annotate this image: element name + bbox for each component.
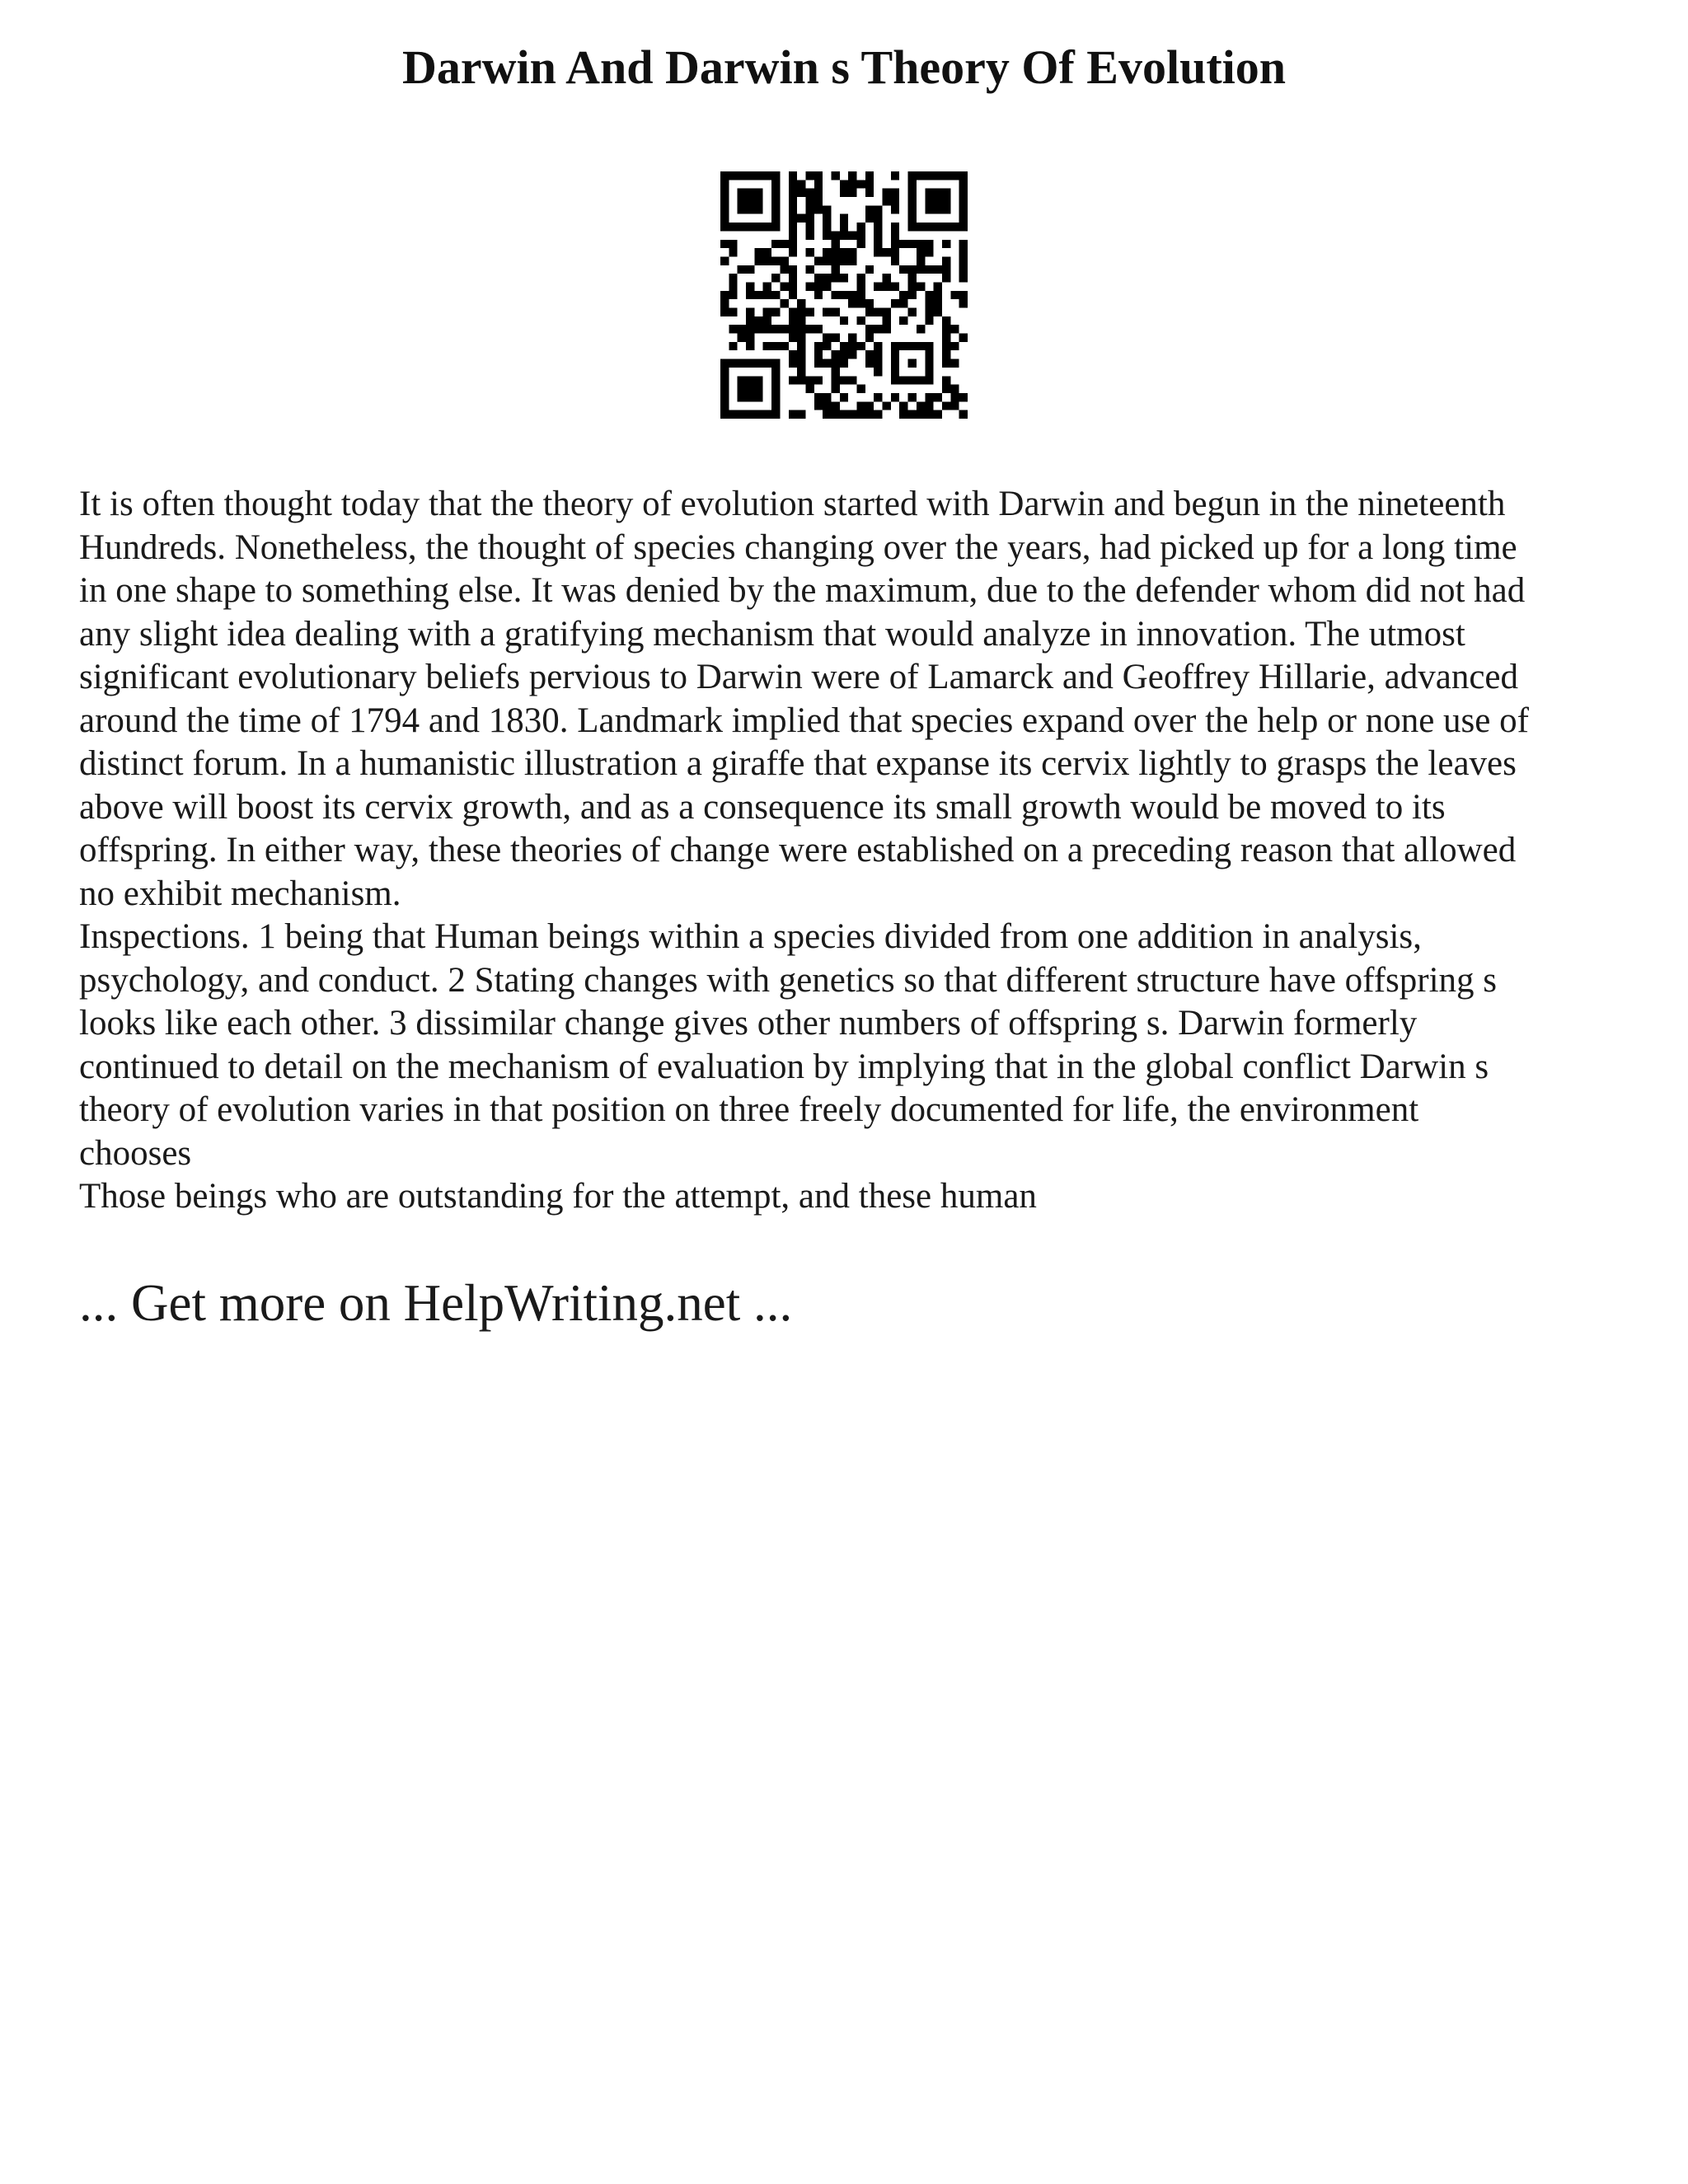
text-line: It is often thought today that the theory of evolution started with Darwin and begun in the nineteenth <box>79 485 1506 523</box>
paragraph-1 <box>79 483 1629 916</box>
qr-code-icon <box>720 171 968 419</box>
text-line: psychology, and conduct. 2 Stating changes with genetics so that different structure have offspring s <box>79 960 1497 1000</box>
document-title: Darwin And Darwin s Theory Of Evolution <box>401 40 1287 94</box>
text-line: offspring. In either way, these theories of change were established on a preceding reason that allowed <box>79 831 1517 869</box>
text-line: Inspections. 1 being that Human beings within a species divided from one addition in analysis, <box>79 917 1422 956</box>
text-line: above will boost its cervix growth, and as a consequence its small growth would be moved to its <box>79 787 1446 827</box>
text-line: looks like each other. 3 dissimilar change gives other numbers of offspring s. Darwin formerly <box>79 1004 1418 1043</box>
text-line: Those beings who are outstanding for the attempt, and these human <box>79 1177 1037 1216</box>
text-line: theory of evolution varies in that position on three freely documented for life, the environment <box>79 1090 1419 1129</box>
paragraph-2 <box>79 916 1629 1175</box>
text-line: around the time of 1794 and 1830. Landmark implied that species expand over the help or none use of <box>79 701 1529 740</box>
document-body <box>79 483 1629 1219</box>
text-line: no exhibit mechanism. <box>79 874 401 913</box>
text-line: in one shape to something else. It was denied by the maximum, due to the defender whom did not had <box>79 571 1526 610</box>
text-line: any slight idea dealing with a gratifying mechanism that would analyze in innovation. The utmost <box>79 614 1465 654</box>
paragraph-3 <box>79 1175 1629 1219</box>
text-line: continued to detail on the mechanism of evaluation by implying that in the global conflict Darwin s <box>79 1047 1489 1086</box>
get-more-link[interactable]: ... Get more on HelpWriting.net ... <box>79 1274 793 1332</box>
text-line: chooses <box>79 1133 192 1173</box>
text-line: Hundreds. Nonetheless, the thought of species changing over the years, had picked up for a long time <box>79 527 1517 567</box>
text-line: significant evolutionary beliefs pervious to Darwin were of Lamarck and Geoffrey Hillarie, advanced <box>79 658 1519 696</box>
text-line: distinct forum. In a humanistic illustration a giraffe that expanse its cervix lightly to grasps the leaves <box>79 744 1517 783</box>
